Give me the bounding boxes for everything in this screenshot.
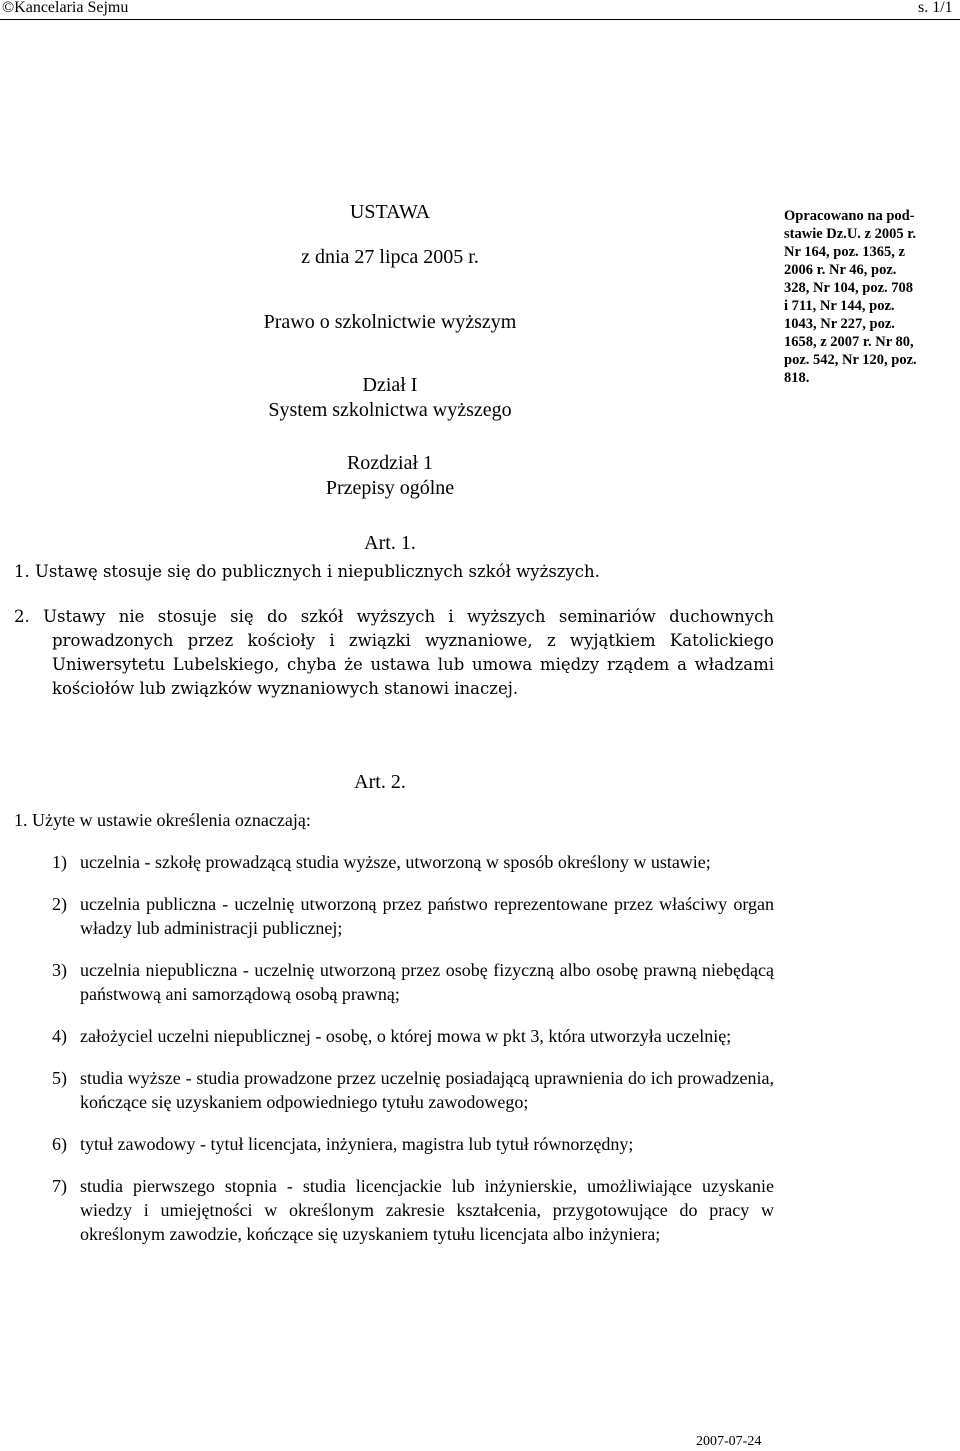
header-page-number: s. 1/1 [918,0,953,16]
source-note-line: 1043, Nr 227, poz. [784,316,895,332]
list-item-text: tytuł zawodowy - tytuł licencjata, inżyniera, magistra lub tytuł równorzędny; [80,1134,634,1154]
list-item-number: 5) [52,1068,67,1088]
division-number: Dział I [362,374,418,396]
list-item-text: studia pierwszego stopnia - studia licencjackie lub inżynierskie, umożliwiające uzyskanie wiedzy i umiejętności w określonym zakresie kształcenia, przygotowujące do pracy w określonym zawodzie, kończące się uzyskaniem tytułu licencjata albo inżyniera; [80,1176,774,1244]
art1-paragraph-2 [14,605,774,701]
division-title: System szkolnictwa wyższego [268,399,512,421]
source-note-line: 818. [784,370,810,386]
art2-intro: 1. Użyte w ustawie określenia oznaczają: [14,810,311,830]
list-item [52,1132,774,1156]
source-note-line: 1658, z 2007 r. Nr 80, [784,334,914,350]
list-item [52,892,774,940]
list-item-text: uczelnia niepubliczna - uczelnię utworzoną przez osobę fizyczną albo osobę prawną niebędącą państwową ani samorządową osobą prawną; [80,960,774,1004]
source-note [784,207,960,387]
list-item [52,958,774,1006]
list-item-number: 3) [52,960,67,980]
list-item [52,1066,774,1114]
list-item-number: 7) [52,1176,67,1196]
source-note-line: Opracowano na pod- [784,208,915,224]
art1-paragraph-2-text: 2. Ustawy nie stosuje się do szkół wyższych i wyższych seminariów duchownych prowadzonych przez kościoły i związki wyznaniowe, z wyjątkiem Katolickiego Uniwersytetu Lubelskiego, chyba że ustawa lub umowa między rządem a władzami kościołów lub związków wyznaniowych stanowi inaczej. [14,607,774,698]
source-note-line: 328, Nr 104, poz. 708 [784,280,914,296]
source-note-line: 2006 r. Nr 46, poz. [784,262,897,278]
act-name: Prawo o szkolnictwie wyższym [263,311,517,333]
list-item-number: 2) [52,894,67,914]
list-item-number: 4) [52,1026,67,1046]
list-item-number: 1) [52,852,67,872]
art1-heading: Art. 1. [364,532,416,554]
chapter-number: Rozdział 1 [346,452,434,474]
list-item [52,1024,774,1048]
list-item-text: studia wyższe - studia prowadzone przez uczelnię posiadającą uprawnienia do ich prowadzenia, kończące się uzyskaniem odpowiedniego tytułu zawodowego; [80,1068,774,1112]
header-copyright: ©Kancelaria Sejmu [2,0,129,16]
list-item [52,850,774,874]
source-note-line: poz. 542, Nr 120, poz. [784,352,917,368]
list-item-text: założyciel uczelni niepublicznej - osobę, o której mowa w pkt 3, która utworzyła uczelnię; [80,1026,732,1046]
definitions-list [52,850,774,1246]
list-item [52,1174,774,1246]
act-type: USTAWA [349,201,431,223]
source-note-line: i 711, Nr 144, poz. [784,298,895,314]
source-note-line: Nr 164, poz. 1365, z [784,244,905,260]
header-divider [0,19,960,20]
art2-heading: Art. 2. [354,771,406,793]
footer-date: 2007-07-24 [696,1434,762,1449]
act-date: z dnia 27 lipca 2005 r. [301,246,479,268]
list-item-number: 6) [52,1134,67,1154]
list-item-text: uczelnia publiczna - uczelnię utworzoną przez państwo reprezentowane przez właściwy organ władzy lub administracji publicznej; [80,894,774,938]
chapter-title: Przepisy ogólne [325,477,455,499]
art1-paragraph-1: 1. Ustawę stosuje się do publicznych i niepublicznych szkół wyższych. [14,562,600,581]
list-item-text: uczelnia - szkołę prowadzącą studia wyższe, utworzoną w sposób określony w ustawie; [80,852,711,872]
source-note-line: stawie Dz.U. z 2005 r. [784,226,916,242]
